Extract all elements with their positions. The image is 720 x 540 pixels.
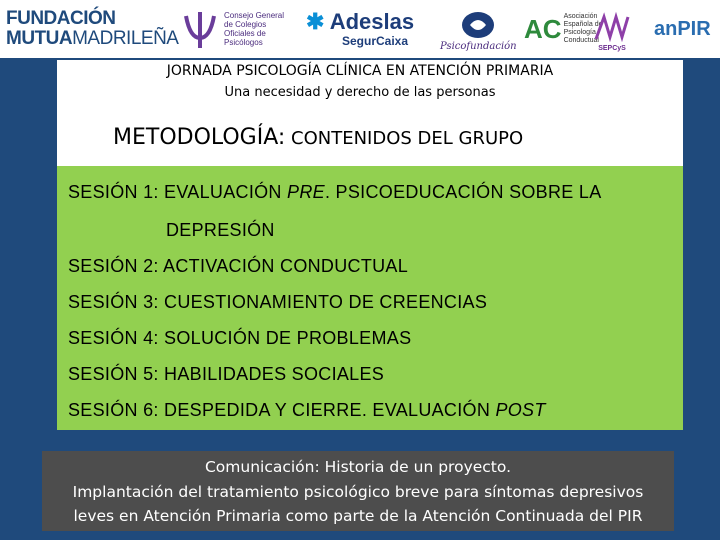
event-title	[0, 62, 720, 80]
session-1-b: . PSICOEDUCACIÓN SOBRE LA	[324, 182, 602, 202]
session-6	[68, 400, 546, 421]
fmm-logo-thin: MADRILEÑA	[72, 28, 179, 49]
event-title-text: JORNADA PSICOLOGÍA CLÍNICA EN ATENCIÓN PRIMARIA	[166, 63, 554, 79]
adeslas-logo	[306, 6, 414, 52]
psi-symbol-icon	[180, 8, 220, 50]
adeslas-logo-name: Adeslas	[329, 9, 415, 34]
sepcys-logo-text: SEPCyS	[598, 45, 626, 52]
cop-logo-text: Consejo General de Colegios Oficiales de Psicólogos	[224, 11, 285, 47]
session-1-a: SESIÓN 1: EVALUACIÓN	[68, 182, 288, 202]
consejo-psicologos-logo	[180, 6, 290, 52]
star-icon: ✱	[306, 9, 325, 34]
session-4: SESIÓN 4: SOLUCIÓN DE PROBLEMAS	[68, 328, 412, 348]
footer-line-3: leves en Atención Primaria como parte de la Atención Continuada del PIR	[73, 507, 643, 525]
anpir-logo-pir: PIR	[677, 17, 711, 40]
fmm-logo-bold: MUTUA	[6, 28, 73, 49]
anpir-logo	[654, 6, 711, 52]
section-title	[113, 124, 523, 153]
session-1-continued: DEPRESIÓN	[166, 220, 275, 240]
session-6-a: SESIÓN 6: DESPEDIDA Y CIERRE. EVALUACIÓN	[68, 400, 496, 420]
session-6-italic: POST	[495, 400, 546, 420]
fundacion-mutua-madrilena-logo	[6, 6, 178, 52]
footer-text	[42, 455, 674, 529]
sepcys-logo	[592, 6, 632, 52]
session-5: SESIÓN 5: HABILIDADES SOCIALES	[68, 364, 385, 384]
section-title-main: METODOLOGÍA:	[113, 125, 286, 150]
section-title-rest: CONTENIDOS DEL GRUPO	[285, 128, 524, 149]
anpir-logo-an: an	[654, 17, 678, 40]
sepcys-emblem-icon	[592, 11, 632, 45]
adeslas-logo-main	[306, 10, 414, 34]
aepc-logo-mark: AC	[524, 13, 562, 44]
fmm-logo-line2	[6, 29, 178, 49]
session-2: SESIÓN 2: ACTIVACIÓN CONDUCTUAL	[68, 256, 409, 276]
aepc-logo-text: Asociación Española de Psicología Conductual	[563, 13, 603, 44]
session-3: SESIÓN 3: CUESTIONAMIENTO DE CREENCIAS	[68, 292, 488, 312]
psicofundacion-logo-text: Psicofundación	[440, 41, 517, 52]
footer-line-2: Implantación del tratamiento psicológico breve para síntomas depresivos	[72, 482, 644, 501]
fmm-logo-line1: FUNDACIÓN	[6, 8, 116, 29]
session-1	[68, 182, 602, 203]
event-subtitle: Una necesidad y derecho de las personas	[224, 85, 496, 100]
session-1-italic: PRE	[287, 182, 325, 202]
logo-band	[0, 0, 720, 58]
psicofundacion-emblem-icon	[460, 11, 496, 41]
adeslas-logo-sub: SegurCaixa	[342, 34, 409, 48]
footer-line-1: Comunicación: Historia de un proyecto.	[204, 458, 512, 476]
psicofundacion-logo	[440, 6, 517, 52]
